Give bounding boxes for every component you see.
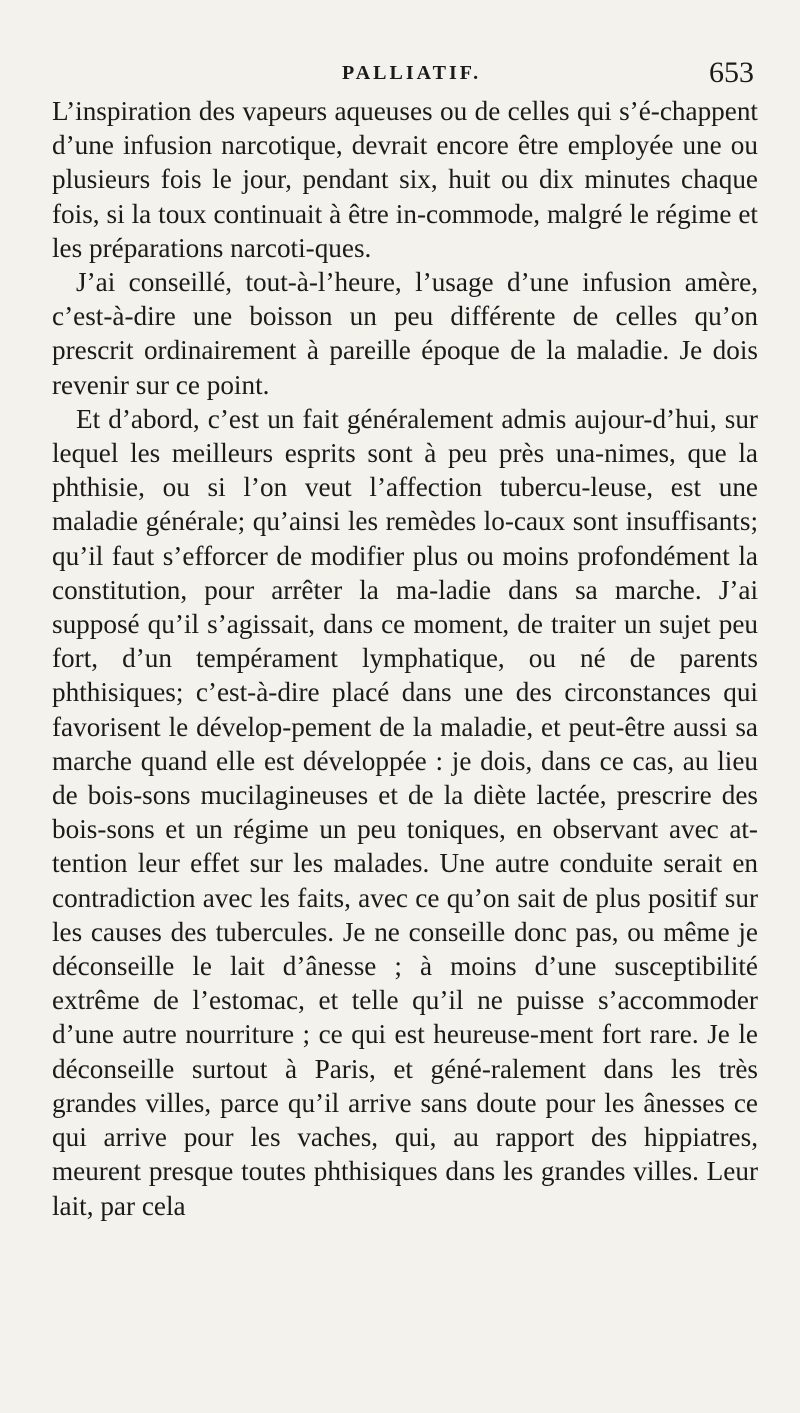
paragraph: Et d’abord, c’est un fait généralement admis aujour-d’hui, sur lequel les meilleurs esprits sont à peu près una-nimes, que la phthisie, ou si l’on veut l’affection tubercu-leuse, est une maladie générale; qu’ainsi les remèdes lo-caux sont insuffisants; qu’il faut s’efforcer de modifier plus ou moins profondément la constitution, pour arrêter la ma-ladie dans sa marche. J’ai supposé qu’il s’agissait, dans ce moment, de traiter un sujet peu fort, d’un tempérament lymphatique, ou né de parents phthisiques; c’est-à-dire placé dans une des circonstances qui favorisent le dévelop-pement de la maladie, et peut-être aussi sa marche quand elle est développée : je dois, dans ce cas, au lieu de bois-sons mucilagineuses et de la diète lactée, prescrire des bois-sons et un régime un peu toniques, en observant avec at-tention leur effet sur les malades. Une autre conduite serait en contradiction avec les faits, avec ce qu’on sait de plus positif sur les causes des tubercules. Je ne conseille donc pas, ou même je déconseille le lait d’ânesse ; à moins d’une susceptibilité extrême de l’estomac, et telle qu’il ne puisse s’accommoder d’une autre nourriture ; ce qui est heureuse-ment fort rare. Je le déconseille surtout à Paris, et géné-ralement dans les très grandes villes, parce qu’il arrive sans doute pour les ânesses ce qui arrive pour les vaches, qui, au rapport des hippiatres, meurent presque toutes phthisiques dans les grandes villes. Leur lait, par cela — [52, 403, 758, 1221]
page-number: 653 — [709, 56, 754, 89]
running-head — [52, 56, 758, 92]
paragraph: L’inspiration des vapeurs aqueuses ou de celles qui s’é-chappent d’une infusion narcotique, devrait encore être employée une ou plusieurs fois le jour, pendant six, huit ou dix minutes chaque fois, si la toux continuait à être in-commode, malgré le régime et les préparations narcoti-ques. — [52, 96, 758, 263]
paragraph: J’ai conseillé, tout-à-l’heure, l’usage d’une infusion amère, c’est-à-dire une boisson un peu différente de celles qu’on prescrit ordinairement à pareille époque de la maladie. Je dois revenir sur ce point. — [52, 267, 758, 400]
running-title: PALLIATIF. — [342, 62, 482, 84]
body-text — [52, 94, 758, 1223]
